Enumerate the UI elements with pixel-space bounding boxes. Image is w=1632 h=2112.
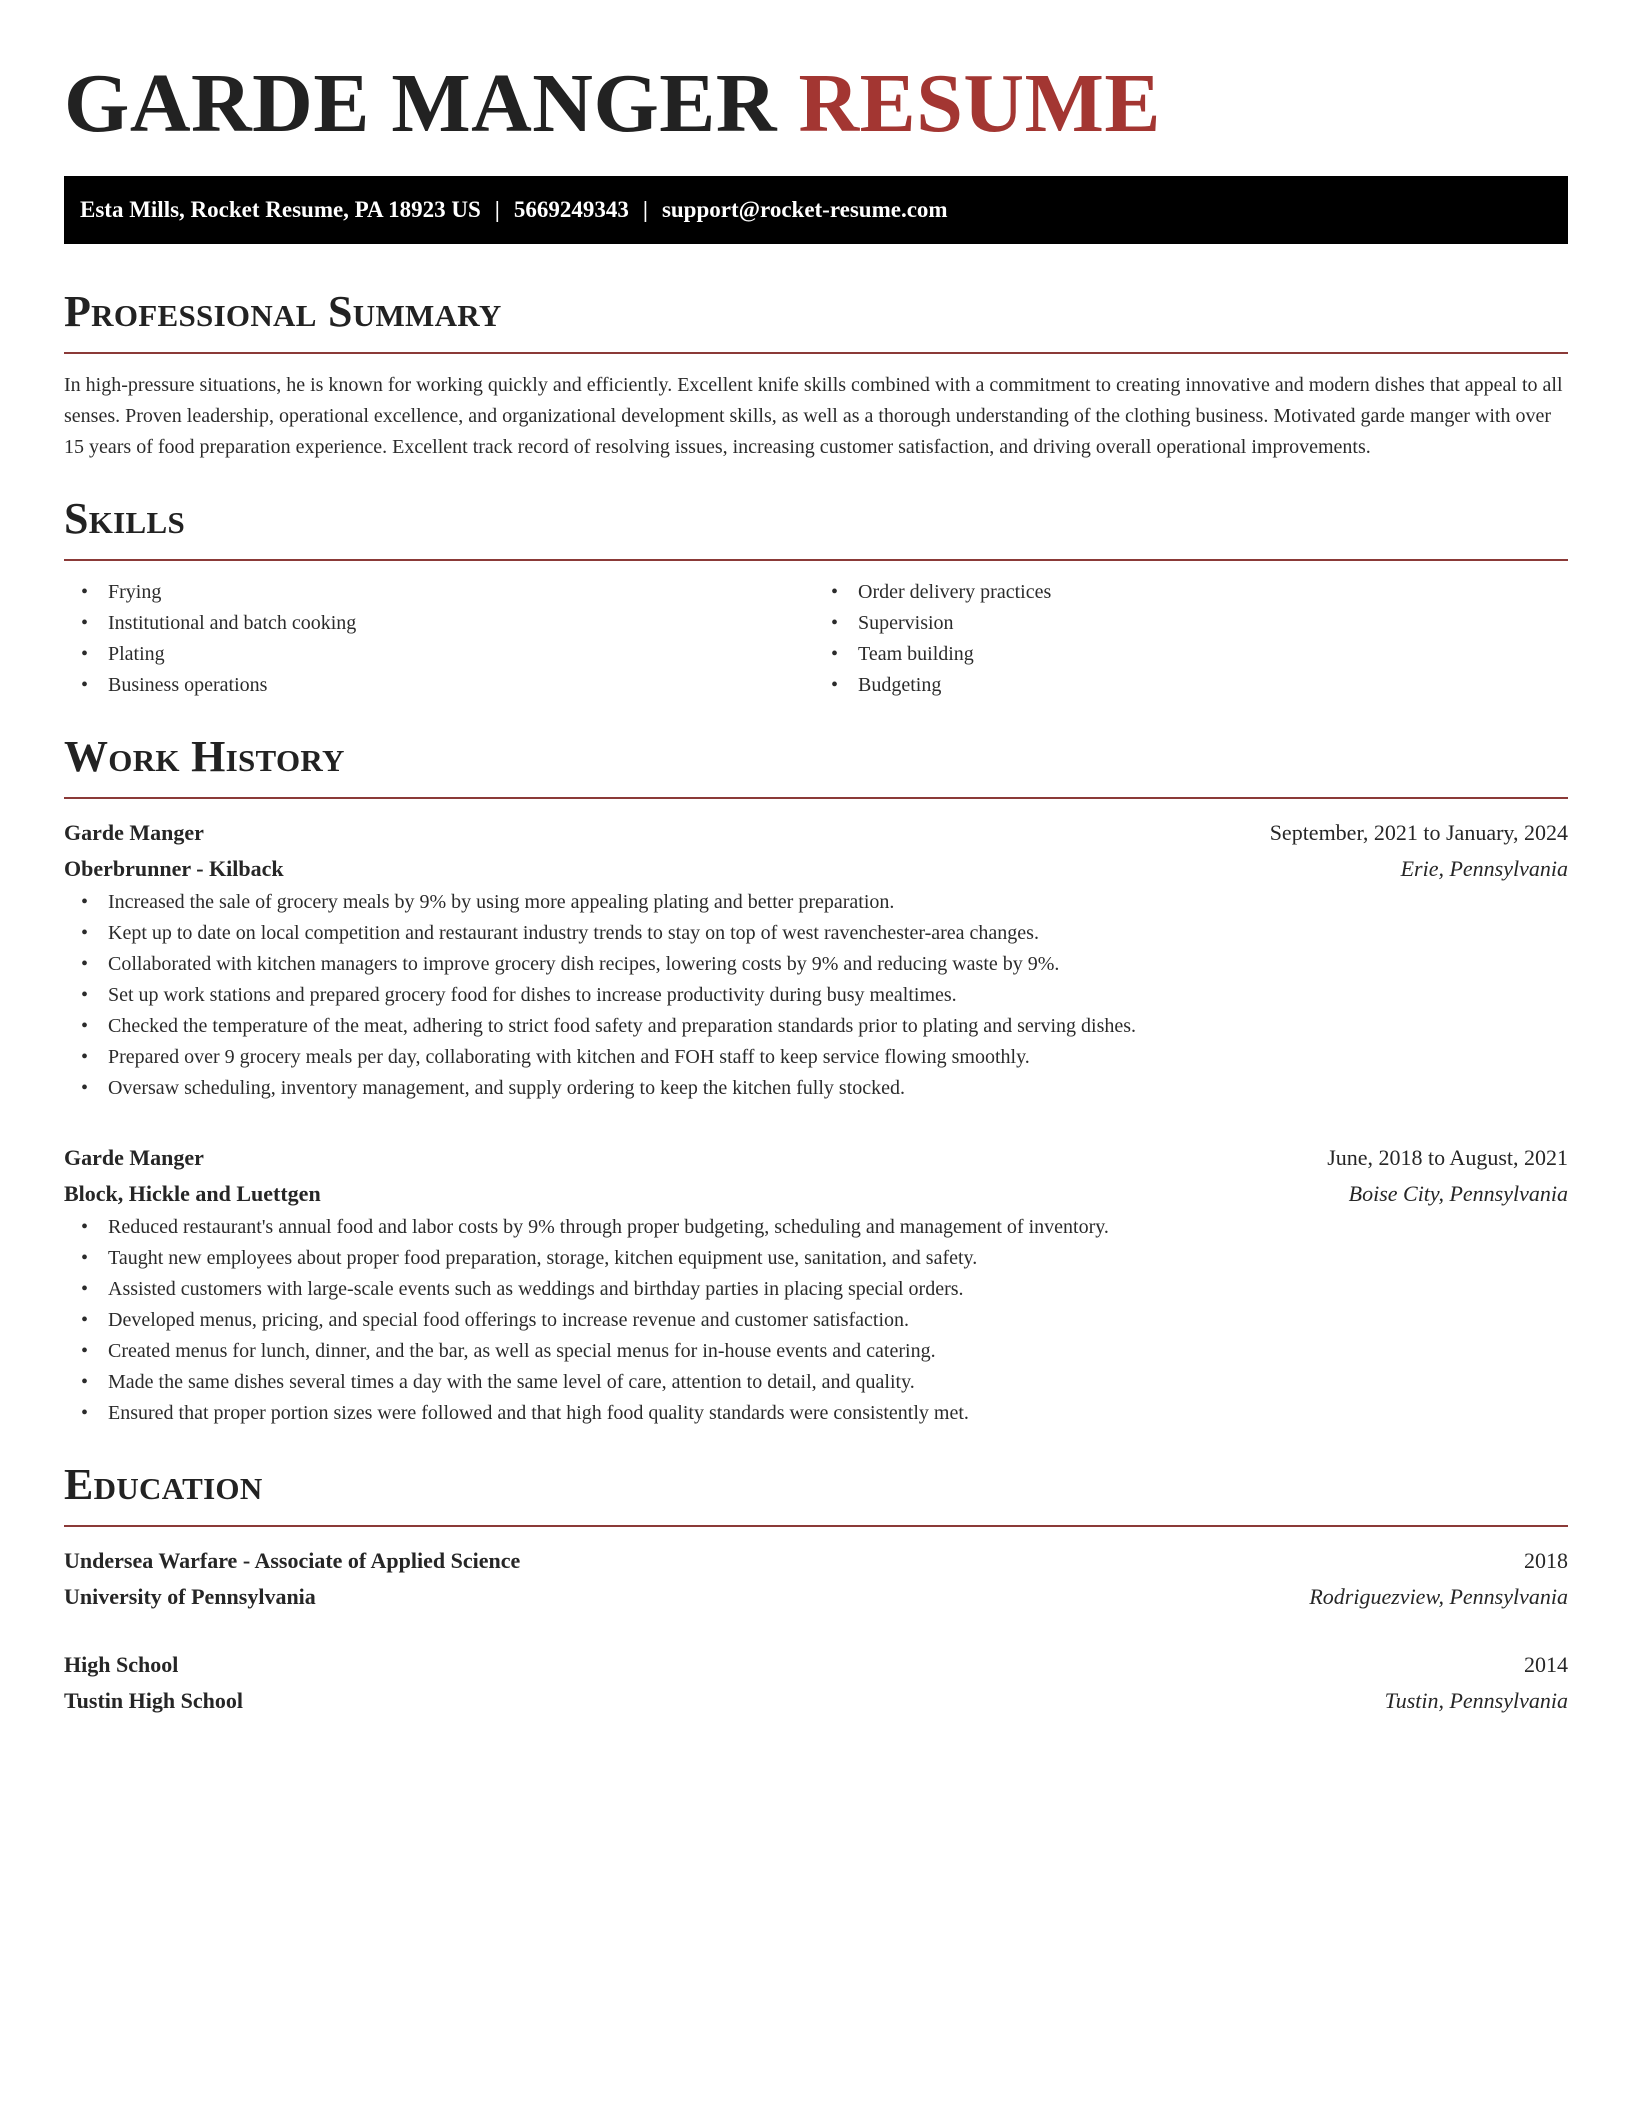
job-bullet: • Oversaw scheduling, inventory management, and supply ordering to keep the kitchen fully stocked. <box>64 1073 1568 1104</box>
job-entry <box>64 1140 1568 1429</box>
job-bullet: • Made the same dishes several times a day with the same level of care, attention to detail, and quality. <box>64 1367 1568 1398</box>
skills-grid <box>64 577 1568 701</box>
job-bullet: • Increased the sale of grocery meals by 9% by using more appealing plating and better preparation. <box>64 887 1568 918</box>
job-header-row <box>64 1140 1568 1176</box>
skills-column-right <box>818 577 1568 701</box>
job-dates: June, 2018 to August, 2021 <box>1327 1145 1568 1170</box>
job-entry <box>64 815 1568 1104</box>
summary-heading: Professional Summary <box>64 287 502 336</box>
job-bullet: • Taught new employees about proper food preparation, storage, kitchen equipment use, sanitation, and safety. <box>64 1243 1568 1274</box>
education-school-row <box>64 1579 1568 1615</box>
section-divider <box>64 797 1568 799</box>
job-company: Oberbrunner - Kilback <box>64 856 284 881</box>
job-bullet: • Set up work stations and prepared grocery food for dishes to increase productivity during busy mealtimes. <box>64 980 1568 1011</box>
skill-item: • Institutional and batch cooking <box>108 608 818 639</box>
education-degree: High School <box>64 1652 179 1677</box>
education-school: University of Pennsylvania <box>64 1584 316 1609</box>
job-bullet: • Collaborated with kitchen managers to improve grocery dish recipes, lowering costs by 9% and reducing waste by 9%. <box>64 949 1568 980</box>
job-company-row <box>64 1176 1568 1212</box>
contact-separator: | <box>494 197 500 222</box>
job-bullet: • Checked the temperature of the meat, adhering to strict food safety and preparation standards prior to plating and serving dishes. <box>64 1011 1568 1042</box>
skill-item: • Team building <box>858 639 1568 670</box>
job-company: Block, Hickle and Luettgen <box>64 1181 321 1206</box>
section-divider <box>64 559 1568 561</box>
job-title: Garde Manger <box>64 1145 204 1170</box>
contact-address: Esta Mills, Rocket Resume, PA 18923 US <box>80 197 481 222</box>
title-main: GARDE MANGER <box>64 57 777 150</box>
title-accent: RESUME <box>798 57 1161 150</box>
contact-separator: | <box>642 197 648 222</box>
education-school: Tustin High School <box>64 1688 243 1713</box>
job-location: Boise City, Pennsylvania <box>1348 1181 1568 1206</box>
job-header-row <box>64 815 1568 851</box>
contact-phone: 5669249343 <box>513 197 629 222</box>
job-location: Erie, Pennsylvania <box>1400 856 1568 881</box>
job-bullet: • Assisted customers with large-scale events such as weddings and birthday parties in placing special orders. <box>64 1274 1568 1305</box>
education-degree-row <box>64 1647 1568 1683</box>
education-degree-row <box>64 1543 1568 1579</box>
job-bullet: • Reduced restaurant's annual food and labor costs by 9% through proper budgeting, scheduling and management of inventory. <box>64 1212 1568 1243</box>
contact-email: support@rocket-resume.com <box>661 197 948 222</box>
work-section <box>64 729 1568 1429</box>
skills-section <box>64 491 1568 701</box>
education-entry <box>64 1647 1568 1719</box>
skill-item: • Frying <box>108 577 818 608</box>
job-dates: September, 2021 to January, 2024 <box>1269 820 1568 845</box>
resume-title <box>64 56 1568 152</box>
job-bullets <box>64 1212 1568 1429</box>
job-title: Garde Manger <box>64 820 204 845</box>
skill-item: • Order delivery practices <box>858 577 1568 608</box>
education-section <box>64 1457 1568 1719</box>
skill-item: • Plating <box>108 639 818 670</box>
skill-item: • Budgeting <box>858 670 1568 701</box>
resume-page <box>64 0 1568 1719</box>
section-divider <box>64 352 1568 354</box>
education-location: Rodriguezview, Pennsylvania <box>1309 1584 1568 1609</box>
education-school-row <box>64 1683 1568 1719</box>
job-company-row <box>64 851 1568 887</box>
job-bullet: • Prepared over 9 grocery meals per day, collaborating with kitchen and FOH staff to keep service flowing smoothly. <box>64 1042 1568 1073</box>
education-degree: Undersea Warfare - Associate of Applied Science <box>64 1548 521 1573</box>
summary-section <box>64 284 1568 463</box>
skills-column-left <box>64 577 818 701</box>
skill-item: • Supervision <box>858 608 1568 639</box>
summary-text: In high-pressure situations, he is known for working quickly and efficiently. Excellent knife skills combined with a commitment to creating innovative and modern dishes that appeal to all senses. Proven leadership, operational excellence, and organizational development skills, as well as a thorough understanding of the clothing business. Motivated garde manger with over 15 years of food preparation experience. Excellent track record of resolving issues, increasing customer satisfaction, and driving overall operational improvements. <box>64 374 1563 458</box>
skill-item: • Business operations <box>108 670 818 701</box>
job-bullet: • Kept up to date on local competition and restaurant industry trends to stay on top of west ravenchester-area changes. <box>64 918 1568 949</box>
job-bullet: • Ensured that proper portion sizes were followed and that high food quality standards were consistently met. <box>64 1398 1568 1429</box>
education-entry <box>64 1543 1568 1615</box>
job-bullet: • Developed menus, pricing, and special food offerings to increase revenue and customer satisfaction. <box>64 1305 1568 1336</box>
skills-heading: Skills <box>64 494 186 543</box>
education-year: 2018 <box>1524 1548 1568 1573</box>
job-bullets <box>64 887 1568 1104</box>
work-heading: Work History <box>64 732 345 781</box>
section-divider <box>64 1525 1568 1527</box>
education-year: 2014 <box>1524 1652 1568 1677</box>
job-bullet: • Created menus for lunch, dinner, and the bar, as well as special menus for in-house events and catering. <box>64 1336 1568 1367</box>
education-location: Tustin, Pennsylvania <box>1384 1688 1568 1713</box>
education-heading: Education <box>64 1460 263 1509</box>
contact-bar <box>64 176 1568 244</box>
